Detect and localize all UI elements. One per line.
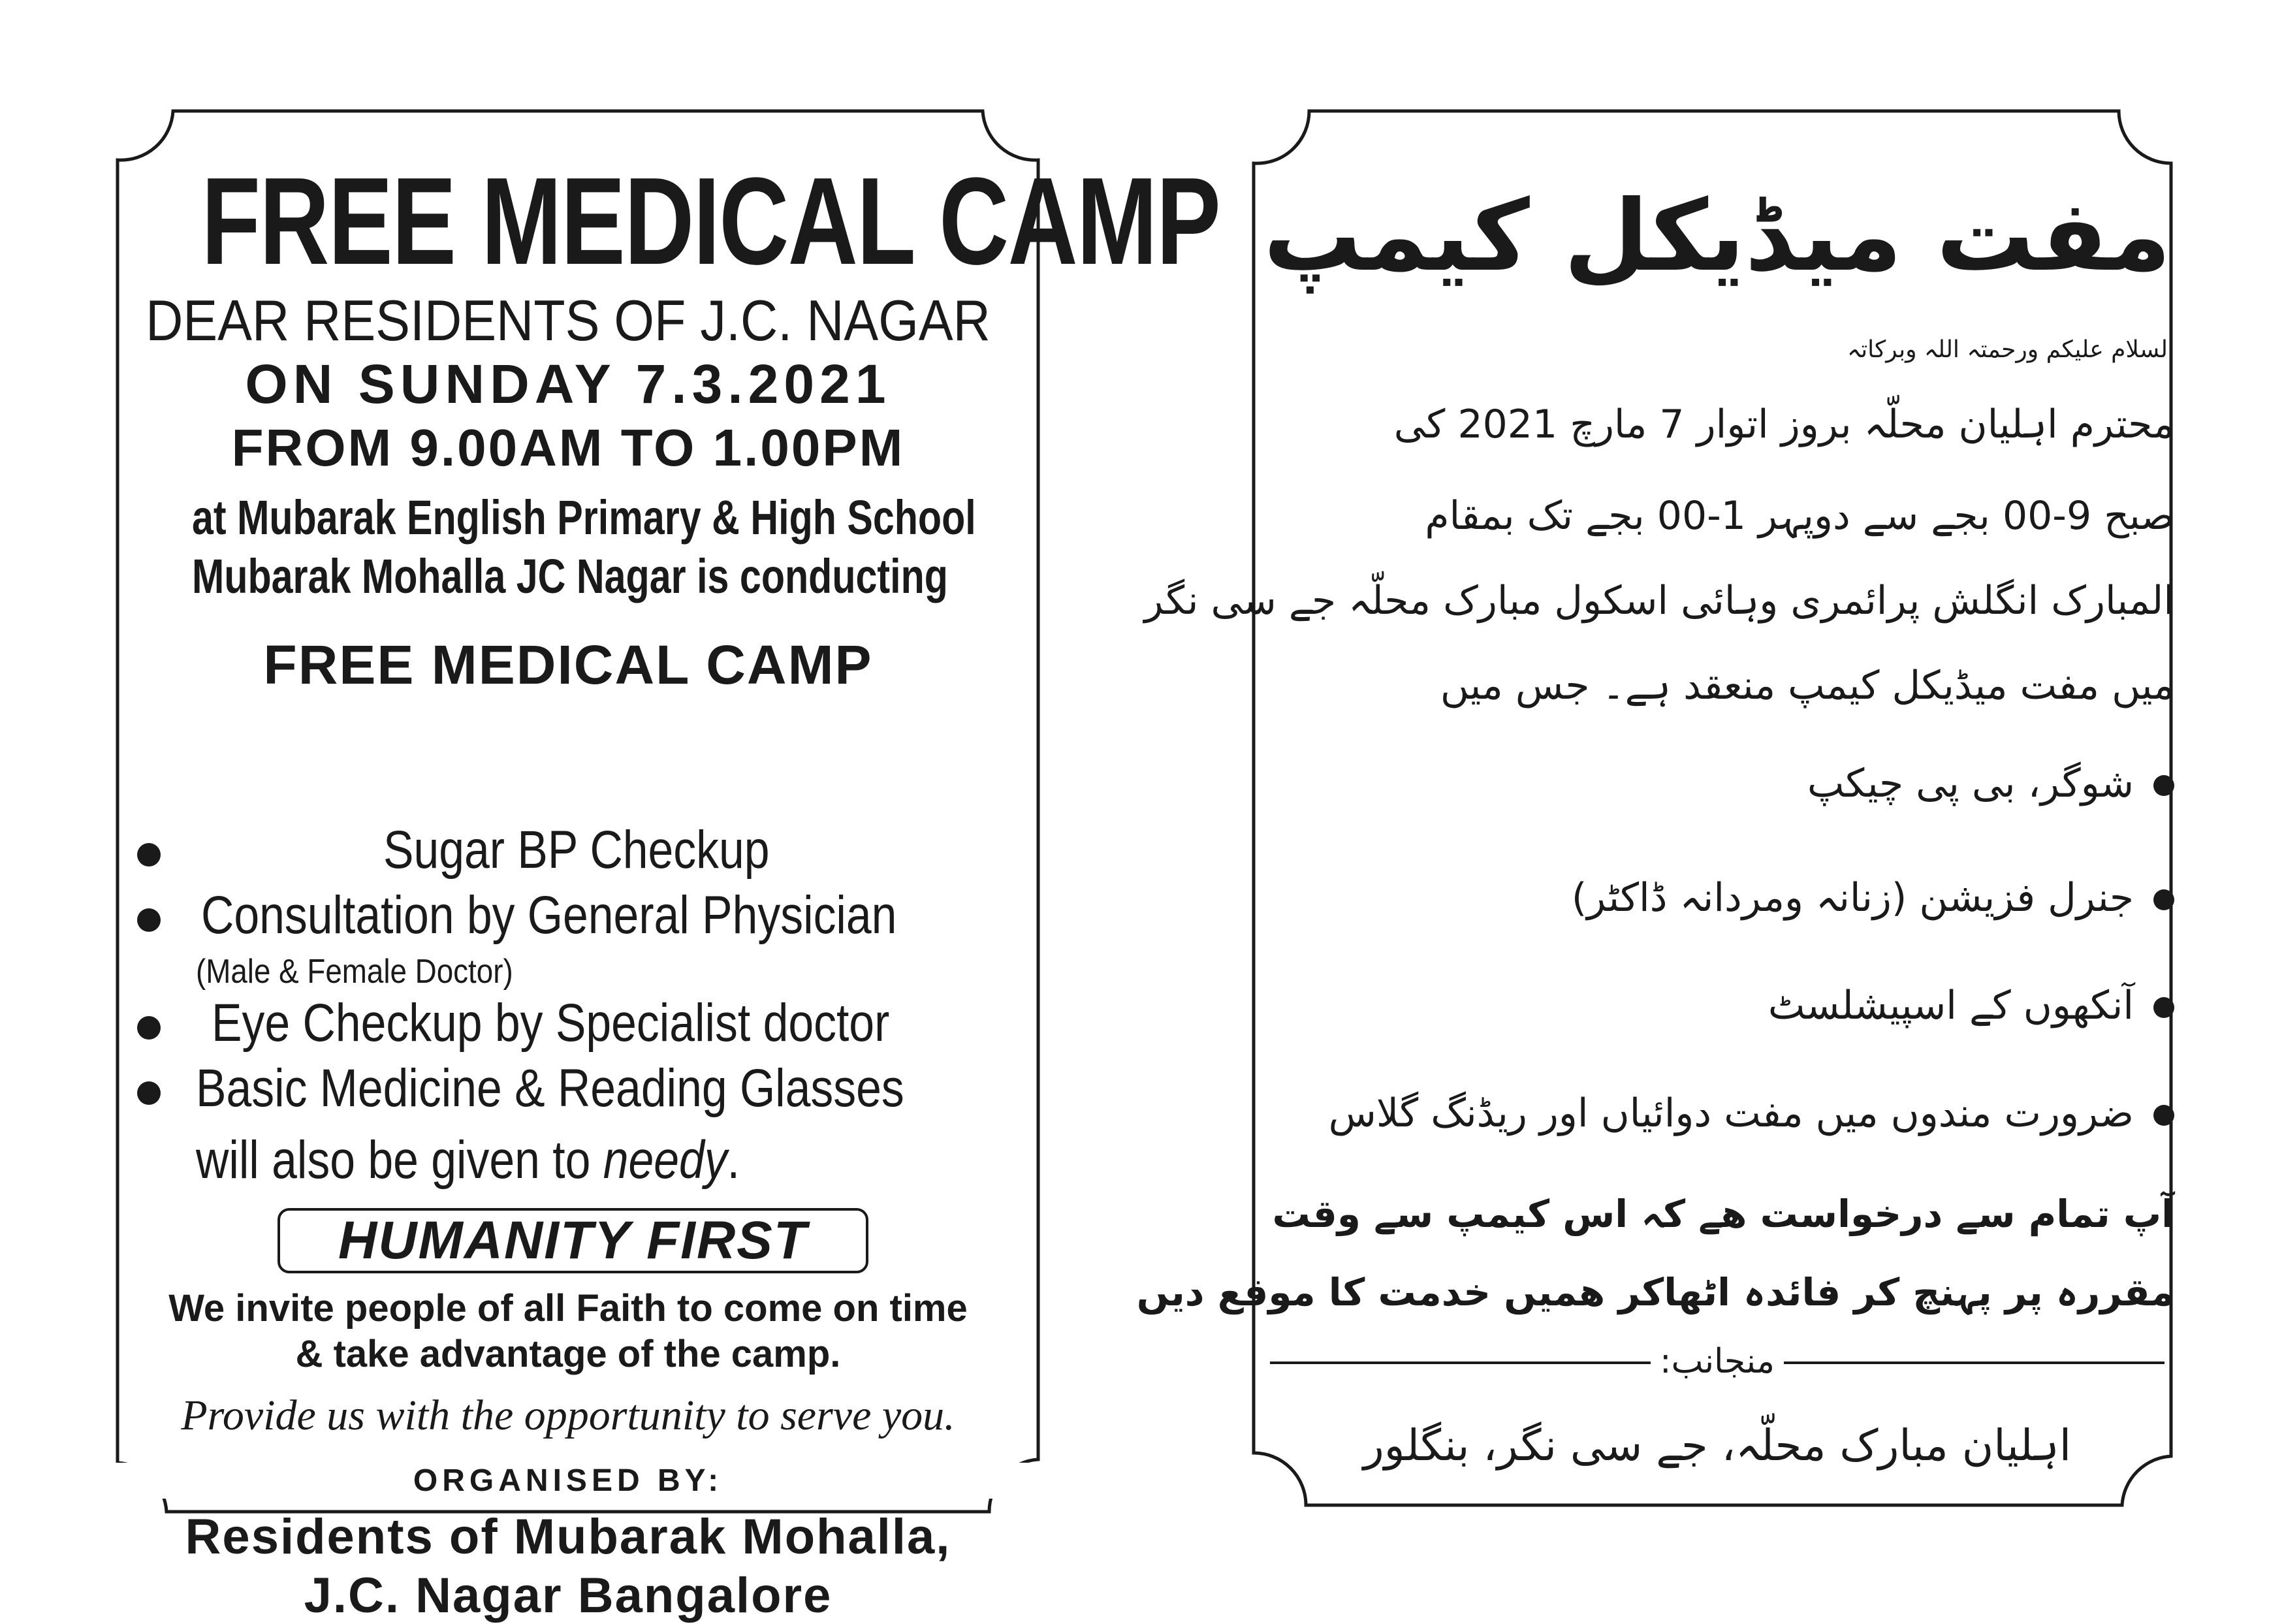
greeting: DEAR RESIDENTS OF J.C. NAGAR xyxy=(146,288,991,353)
bullet-icon xyxy=(137,843,161,867)
venue-line-1: at Mubarak English Primary & High School xyxy=(192,490,976,545)
urdu-organiser: اہلیان مبارک محلّہ، جے سی نگر، بنگلور xyxy=(1363,1420,2072,1471)
urdu-paragraph-line: محترم اہلیان محلّہ بروز اتوار 7 مارچ 2021 کی xyxy=(1393,402,2174,447)
bullet-icon xyxy=(2153,889,2174,910)
organiser-line-2: J.C. Nagar Bangalore xyxy=(304,1568,833,1623)
invitation-line-2: & take advantage of the camp. xyxy=(295,1333,841,1375)
motto: HUMANITY FIRST xyxy=(338,1211,808,1270)
urdu-flyer-title: مفت میڈیکل کیمپ xyxy=(1263,180,2172,293)
service-item: Basic Medicine & Reading Glasses xyxy=(137,1058,1025,1119)
service-item: Sugar BP Checkup xyxy=(137,820,1025,881)
organiser-line-1: Residents of Mubarak Mohalla, xyxy=(185,1509,951,1565)
urdu-service-item: آنکھوں کے اسپیشلسٹ xyxy=(1768,983,2174,1028)
bullet-icon xyxy=(2153,1105,2174,1126)
bullet-icon xyxy=(137,908,161,932)
venue-line-2: Mubarak Mohalla JC Nagar is conducting xyxy=(192,549,948,603)
urdu-flyer xyxy=(1136,140,2174,1499)
urdu-request-line-1: آپ تمام سے درخواست ھے کہ اس کیمپ سے وقت xyxy=(1272,1192,2174,1236)
urdu-paragraph-line: المبارک انگلش پرائمری وہائی اسکول مبارک محلّہ جے سی نگر xyxy=(1144,578,2174,624)
service-continuation: will also be given to needy. xyxy=(196,1130,740,1190)
bullet-icon xyxy=(2153,775,2174,796)
organised-by-label: ORGANISED BY: xyxy=(404,1463,732,1498)
event-date: ON SUNDAY 7.3.2021 xyxy=(245,353,891,415)
urdu-service-item: جنرل فزیشن (زنانہ ومردانہ ڈاکٹر) xyxy=(1572,875,2174,921)
urdu-paragraph-line: میں مفت میڈیکل کیمپ منعقد ہے۔ جس میں xyxy=(1440,663,2174,709)
service-note: (Male & Female Doctor) xyxy=(196,953,513,991)
urdu-request-line-2: مقررہ پر پہنچ کر فائدہ اٹھاکر ھمیں خدمت کا موقع دیں xyxy=(1136,1270,2174,1314)
urdu-service-item: ضرورت مندوں میں مفت دوائیاں اور ریڈنگ گلاس xyxy=(1329,1091,2174,1136)
invitation-line-1: We invite people of all Faith to come on time xyxy=(168,1287,968,1329)
bullet-icon xyxy=(137,1081,161,1105)
event-time: FROM 9.00AM TO 1.00PM xyxy=(231,419,905,477)
closing-note: Provide us with the opportunity to serve you. xyxy=(181,1392,955,1439)
urdu-service-item: شوگر، بی پی چیکپ xyxy=(1807,761,2174,806)
organised-by-wrap xyxy=(98,1463,1038,1499)
bullet-icon xyxy=(137,1016,161,1040)
english-flyer xyxy=(98,131,1220,1623)
urdu-organised-by-wrap xyxy=(1260,1342,2174,1381)
flyer-title: FREE MEDICAL CAMP xyxy=(201,152,1220,291)
bullet-icon xyxy=(2153,997,2174,1018)
urdu-organised-by-label: منجانب: xyxy=(1651,1342,1784,1381)
urdu-salutation: السلام علیکم ورحمتہ اللہ وبرکاتہ xyxy=(1847,336,2174,363)
motto-box xyxy=(278,1208,868,1273)
service-item: Eye Checkup by Specialist doctor xyxy=(137,993,1025,1054)
flyer-subtitle: FREE MEDICAL CAMP xyxy=(263,634,873,695)
service-item: Consultation by General Physician xyxy=(137,885,1025,946)
urdu-paragraph-line: صبح 9-00 بجے سے دوپہر 1-00 بجے تک بمقام xyxy=(1425,493,2174,539)
